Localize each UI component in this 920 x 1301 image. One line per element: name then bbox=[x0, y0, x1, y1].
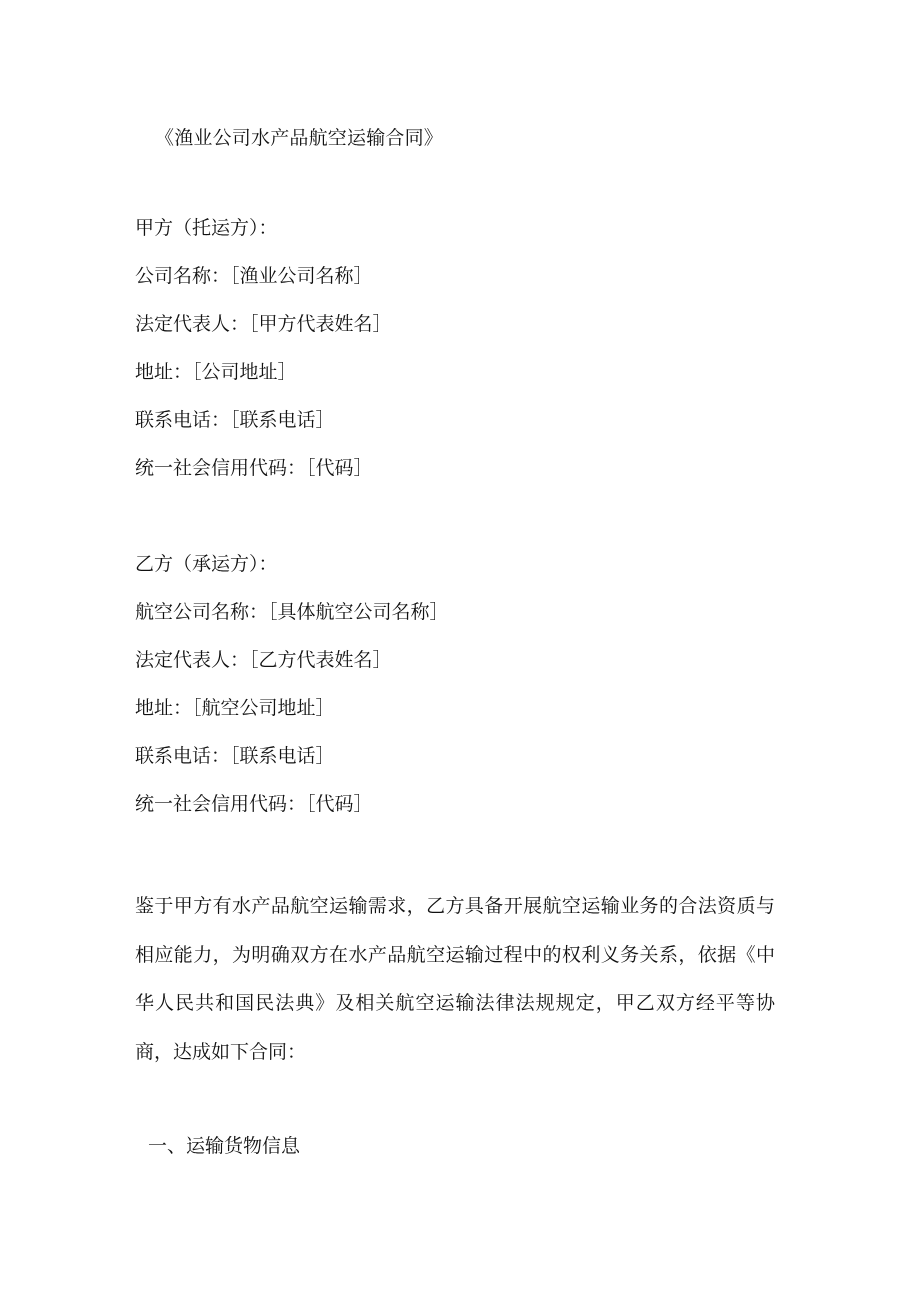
party-b-heading: 乙方（承运方）： bbox=[135, 553, 278, 575]
party-b-phone: 联系电话：［联系电话］ bbox=[135, 745, 335, 767]
party-a-legal-rep: 法定代表人：［甲方代表姓名］ bbox=[135, 313, 392, 335]
party-a-credit-code: 统一社会信用代码：［代码］ bbox=[135, 457, 373, 479]
party-b-legal-rep: 法定代表人：［乙方代表姓名］ bbox=[135, 649, 392, 671]
party-b-company-name: 航空公司名称：［具体航空公司名称］ bbox=[135, 601, 449, 623]
section-1-heading: 一、运输货物信息 bbox=[148, 1135, 301, 1157]
party-a-phone: 联系电话：［联系电话］ bbox=[135, 409, 335, 431]
party-a-company-name: 公司名称：［渔业公司名称］ bbox=[135, 265, 373, 287]
document-title: 《渔业公司水产品航空运输合同》 bbox=[155, 127, 444, 149]
preamble-paragraph: 鉴于甲方有水产品航空运输需求，乙方具备开展航空运输业务的合法资质与相应能力，为明确双方在水产品航空运输过程中的权利义务关系，依据《中华人民共和国民法典》及相关航空运输法律法规规定，甲乙双方经平等协商，达成如下合同： bbox=[135, 895, 775, 1063]
party-a-address: 地址：［公司地址］ bbox=[135, 361, 297, 383]
party-a-heading: 甲方（托运方）： bbox=[135, 217, 278, 239]
party-b-address: 地址：［航空公司地址］ bbox=[135, 697, 335, 719]
party-b-credit-code: 统一社会信用代码：［代码］ bbox=[135, 793, 373, 815]
